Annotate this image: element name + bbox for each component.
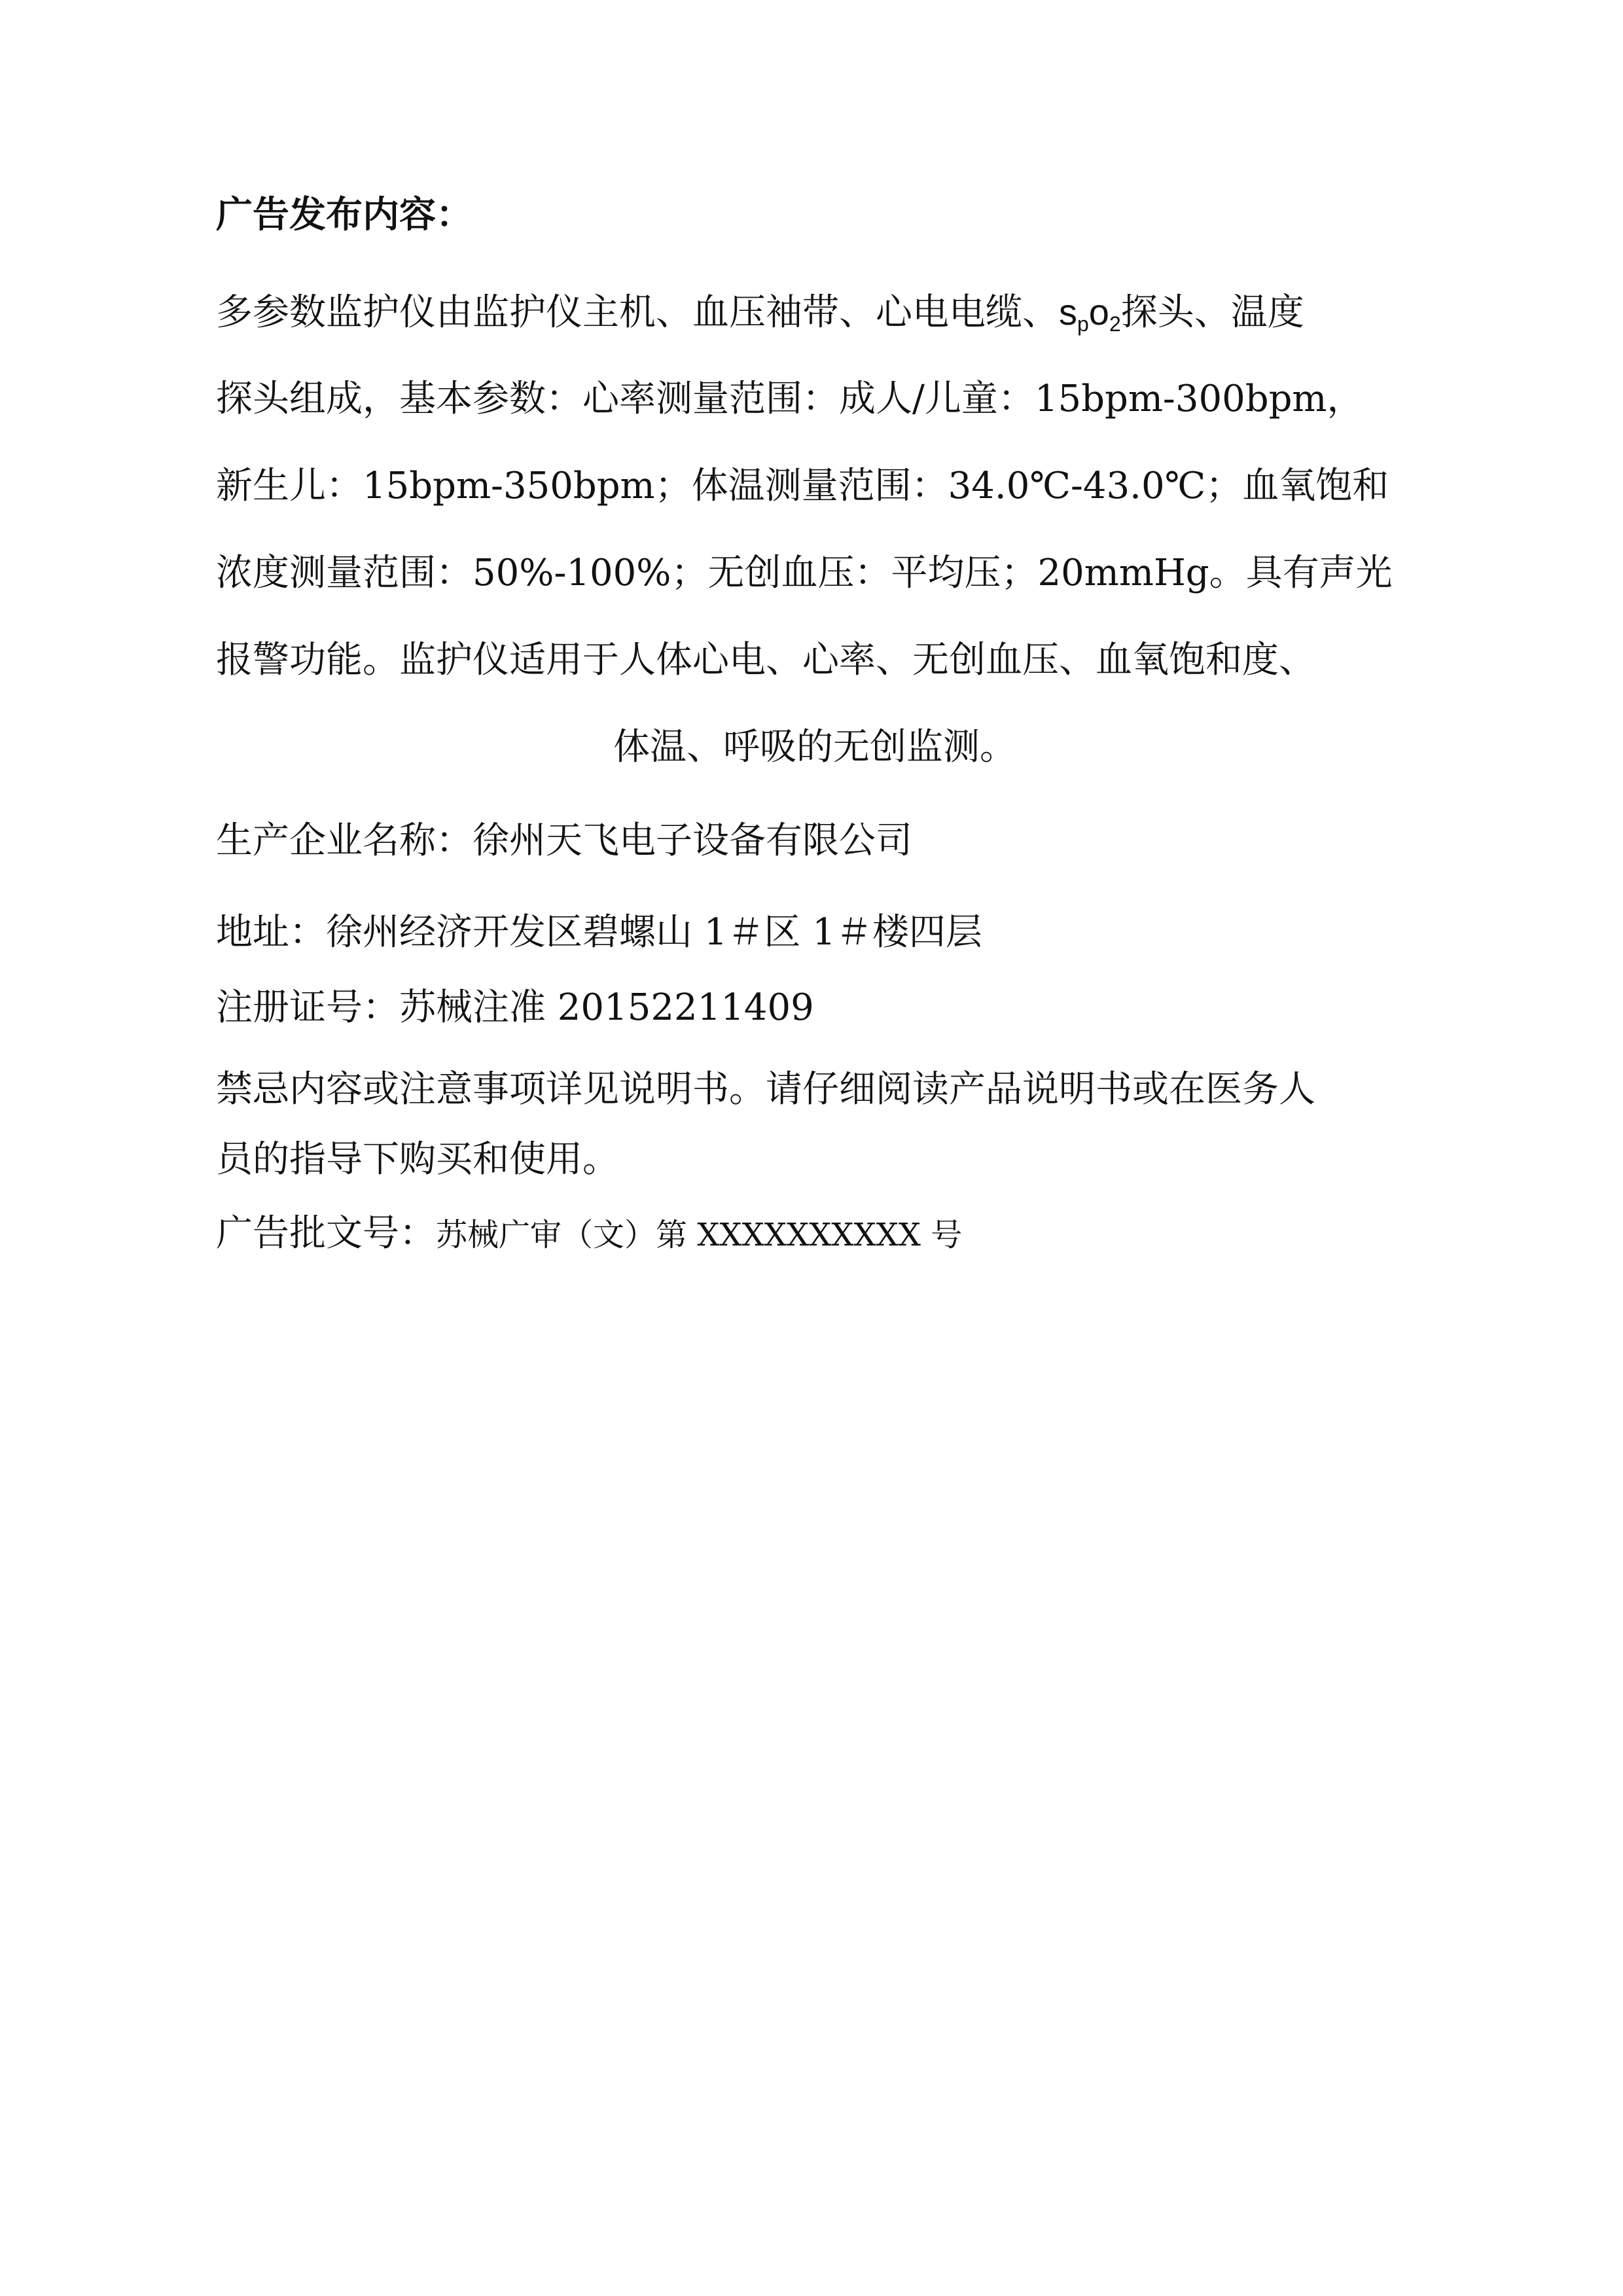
ad-body-line-6: 体温、呼吸的无创监测。	[613, 726, 1016, 768]
ad-body-line-3: 新生儿：15bpm-350bpm；体温测量范围：34.0℃-43.0℃；血氧饱和	[216, 465, 1389, 507]
company-address-line: 地址：徐州经济开发区碧螺山 1＃区 1＃楼四层	[216, 911, 982, 954]
spo2-o: o	[1088, 291, 1109, 332]
ad-heading: 广告发布内容：	[216, 193, 473, 236]
ad-body-line-2: 探头组成，基本参数：心率测量范围：成人/儿童：15bpm-300bpm，	[216, 378, 1364, 420]
approval-value: 苏械广审（文）第 XXXXXXXXXX 号	[436, 1217, 963, 1253]
notice-line-2: 员的指导下购买和使用。	[216, 1138, 619, 1181]
approval-line	[216, 1208, 1414, 1261]
ad-body-line-1-text: 多参数监护仪由监护仪主机、血压袖带、心电电缆、	[216, 291, 1059, 334]
ad-body-line-4: 浓度测量范围：50%-100%；无创血压：平均压；20mmHg。具有声光	[216, 552, 1393, 594]
spo2-p: p	[1077, 312, 1089, 336]
spo2-term	[1059, 291, 1121, 336]
ad-body-line-1-tail: 探头、温度	[1120, 291, 1304, 334]
ad-body-line-1	[216, 286, 1414, 344]
spo2-two: 2	[1109, 312, 1121, 336]
notice-line-1: 禁忌内容或注意事项详见说明书。请仔细阅读产品说明书或在医务人	[216, 1068, 1315, 1111]
spo2-s: s	[1059, 291, 1077, 332]
registration-line: 注册证号：苏械注准 20152211409	[216, 986, 814, 1029]
ad-body-line-5: 报警功能。监护仪适用于人体心电、心率、无创血压、血氧饱和度、	[216, 639, 1315, 681]
approval-label: 广告批文号：	[216, 1212, 436, 1255]
company-name-line: 生产企业名称：徐州天飞电子设备有限公司	[216, 819, 912, 862]
